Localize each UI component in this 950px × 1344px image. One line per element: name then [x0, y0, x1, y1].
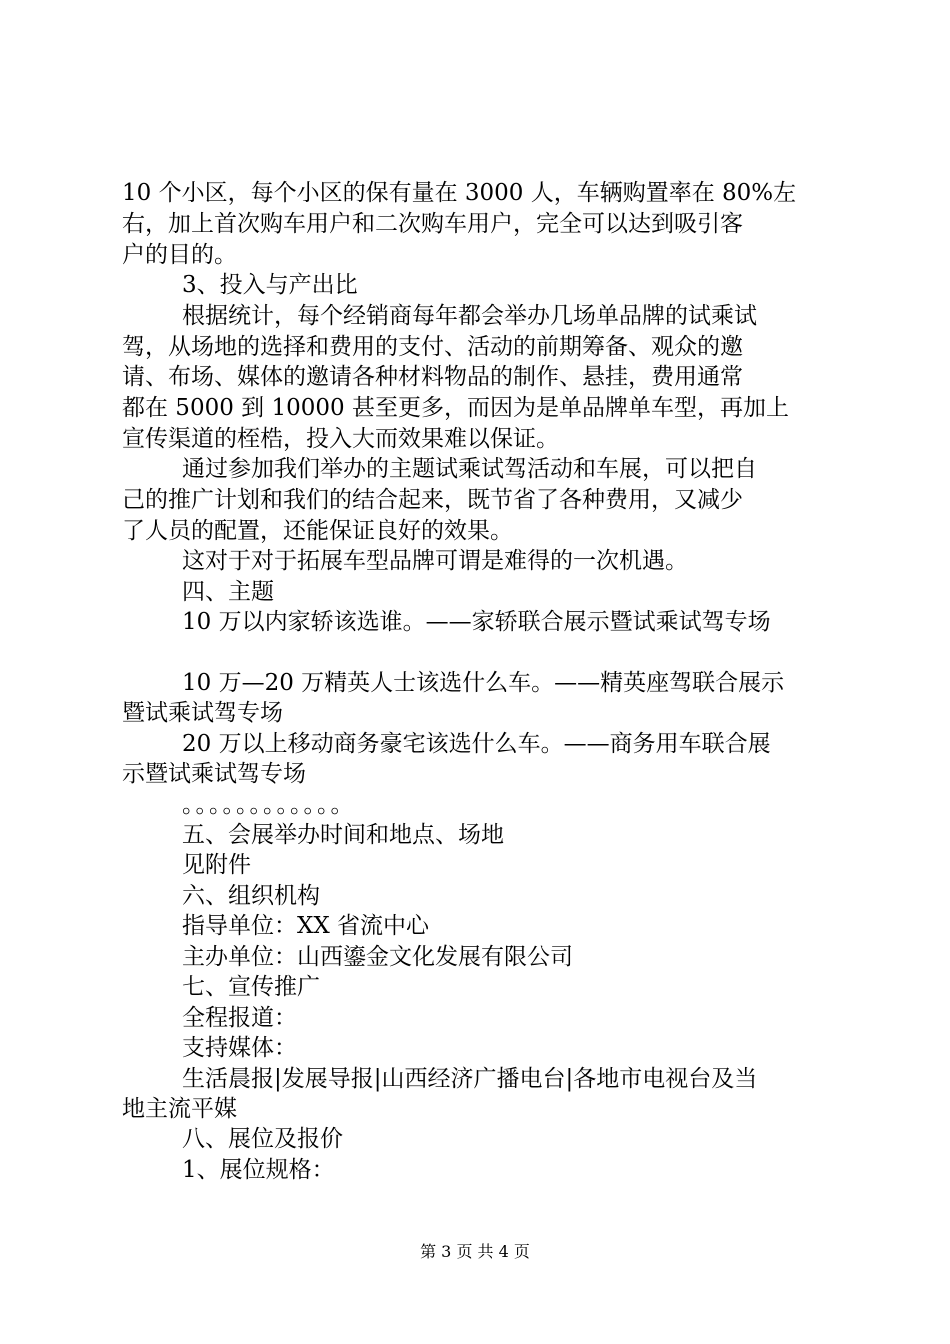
paragraph-line: 右，加上首次购车用户和二次购车用户，完全可以达到吸引客: [122, 211, 743, 237]
paragraph-line: 了人员的配置，还能保证良好的效果。: [122, 518, 513, 544]
theme-line: 暨试乘试驾专场: [122, 700, 283, 726]
theme-line: 10 万—20 万精英人士该选什么车。——精英座驾联合展示: [182, 670, 785, 696]
paragraph-line: 通过参加我们举办的主题试乘试驾活动和车展，可以把自: [182, 456, 757, 482]
theme-line: 20 万以上移动商务豪宅该选什么车。——商务用车联合展: [182, 731, 771, 757]
paragraph-line: 主办单位：山西鎏金文化发展有限公司: [182, 944, 573, 970]
theme-line: 10 万以内家轿该选谁。——家轿联合展示暨试乘试驾专场: [182, 609, 771, 635]
section-heading: 五、会展举办时间和地点、场地: [182, 822, 504, 848]
paragraph-line: 根据统计，每个经销商每年都会举办几场单品牌的试乘试: [182, 303, 757, 329]
section-heading: 四、主题: [182, 579, 274, 605]
paragraph-line: 请、布场、媒体的邀请各种材料物品的制作、悬挂，费用通常: [122, 364, 743, 390]
paragraph-line: 见附件: [182, 852, 251, 878]
paragraph-line: 生活晨报|发展导报|山西经济广播电台|各地市电视台及当: [182, 1066, 758, 1092]
section-heading: 3、投入与产出比: [182, 272, 358, 298]
theme-line: 示暨试乘试驾专场: [122, 761, 306, 787]
section-heading: 七、宣传推广: [182, 974, 320, 1000]
section-heading: 六、组织机构: [182, 883, 320, 909]
paragraph-line: 宣传渠道的桎梏，投入大而效果难以保证。: [122, 426, 559, 452]
paragraph-line: 户的目的。: [122, 242, 237, 268]
paragraph-line: 1、展位规格：: [182, 1157, 335, 1183]
paragraph-line: 指导单位：XX 省流中心: [182, 913, 430, 939]
paragraph-line: 10 个小区，每个小区的保有量在 3000 人，车辆购置率在 80%左: [122, 180, 797, 206]
paragraph-line: 这对于对于拓展车型品牌可谓是难得的一次机遇。: [182, 548, 688, 574]
paragraph-line: 地主流平媒: [122, 1096, 237, 1122]
ellipsis-line: 。。。。。。。。。。。。: [182, 792, 356, 818]
paragraph-line: 己的推广计划和我们的结合起来，既节省了各种费用，又减少: [122, 487, 743, 513]
paragraph-line: 支持媒体：: [182, 1035, 297, 1061]
page-footer: 第 3 页 共 4 页: [420, 1242, 530, 1261]
paragraph-line: 都在 5000 到 10000 甚至更多，而因为是单品牌单车型，再加上: [122, 395, 789, 421]
section-heading: 八、展位及报价: [182, 1126, 343, 1152]
paragraph-line: 全程报道：: [182, 1005, 297, 1031]
paragraph-line: 驾，从场地的选择和费用的支付、活动的前期筹备、观众的邀: [122, 334, 743, 360]
